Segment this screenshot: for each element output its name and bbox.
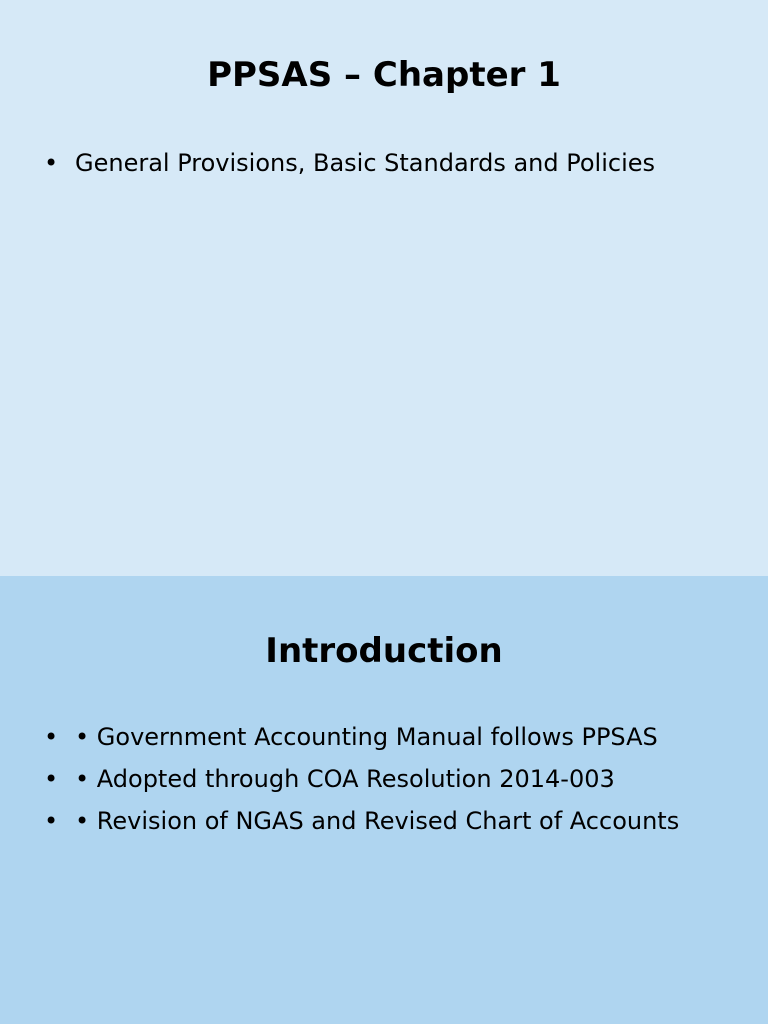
list-item <box>44 142 748 184</box>
slide-2-title: Introduction <box>265 631 503 671</box>
bullet-text: • Adopted through COA Resolution 2014-003 <box>75 765 615 793</box>
slide-1-bullet-list <box>44 142 748 184</box>
bullet-icon: • <box>44 723 59 751</box>
list-item <box>44 716 748 758</box>
list-item <box>44 758 748 800</box>
slide-1-title: PPSAS – Chapter 1 <box>207 55 561 95</box>
bullet-text: • Government Accounting Manual follows PPSAS <box>75 723 658 751</box>
list-item <box>44 800 748 842</box>
slide-2 <box>0 576 768 1024</box>
bullet-text: • Revision of NGAS and Revised Chart of Accounts <box>75 807 680 835</box>
bullet-text: General Provisions, Basic Standards and Policies <box>75 149 656 177</box>
bullet-icon: • <box>44 149 59 177</box>
bullet-icon: • <box>44 807 59 835</box>
bullet-icon: • <box>44 765 59 793</box>
slide-2-bullet-list <box>44 716 748 842</box>
